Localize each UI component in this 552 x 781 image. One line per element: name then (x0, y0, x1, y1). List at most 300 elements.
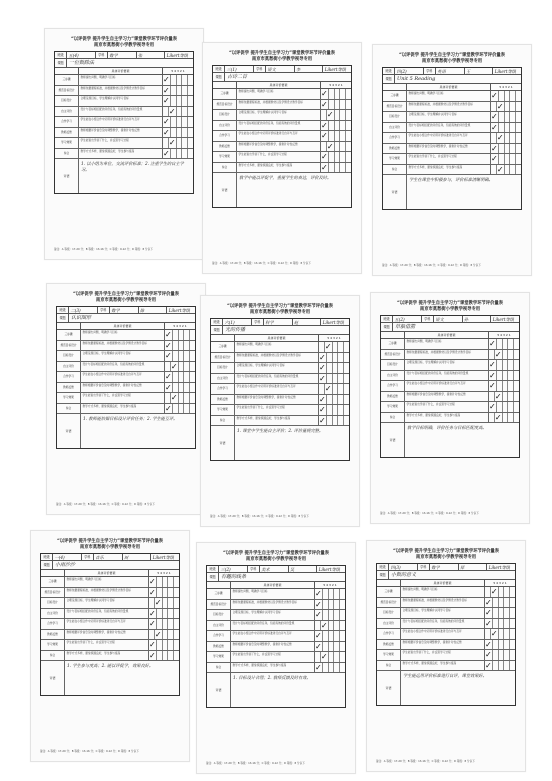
score-cell[interactable] (485, 650, 493, 660)
check-mark-icon: ✓ (319, 363, 326, 372)
score-cell[interactable] (491, 112, 499, 122)
score-cell[interactable] (485, 661, 493, 671)
score-cell[interactable] (340, 642, 345, 652)
score-cell[interactable] (149, 640, 157, 650)
criteria-text: 教师依据课程标准，并根据教材以及学情设计教学目标 (235, 353, 319, 363)
evaluation-table (206, 565, 346, 708)
score-cell[interactable] (489, 339, 497, 349)
class-value: 三(2) (219, 566, 248, 572)
criteria-text: 合理呈现目标，学生理解并认同学习目标 (237, 110, 321, 120)
score-cell[interactable] (319, 353, 327, 363)
check-mark-icon: ✓ (485, 597, 492, 607)
score-cell[interactable] (514, 350, 519, 360)
score-cell[interactable] (346, 89, 351, 99)
dimension-cell: 学习效果 (57, 393, 81, 403)
score-cell[interactable] (155, 630, 163, 640)
dimension-header (41, 570, 65, 576)
score-cell[interactable] (315, 642, 323, 652)
score-cells (491, 123, 521, 133)
check-mark-icon: ✓ (165, 403, 172, 413)
score-label: Likert等级 (152, 555, 174, 560)
score-cells (491, 144, 521, 154)
score-cell[interactable] (188, 128, 193, 138)
dimension-cell: 学习效果 (381, 402, 405, 412)
score-cell[interactable] (319, 395, 327, 405)
remark-row (57, 414, 195, 448)
score-cell[interactable] (491, 123, 499, 133)
score-cell[interactable] (516, 112, 521, 122)
score-cell[interactable] (171, 362, 179, 372)
score-cell[interactable] (346, 100, 351, 110)
score-cell[interactable] (149, 651, 157, 661)
score-cell[interactable] (485, 640, 493, 650)
dimension-cell: 自主评价 (383, 123, 407, 133)
score-cell[interactable] (190, 351, 195, 361)
score-cell[interactable] (149, 577, 157, 587)
sheet-subtitle: 南京市莫愁街小学教学视导专用 (79, 545, 141, 550)
score-cell[interactable] (163, 75, 171, 85)
score-cell[interactable] (346, 163, 351, 173)
score-cell[interactable] (340, 600, 345, 610)
score-cell[interactable] (340, 652, 345, 662)
check-mark-icon: ✓ (496, 101, 504, 111)
dimension-cell: 合作学习 (211, 384, 235, 394)
sheet-footer-note: 备注：A 等级：17-20 分；B 等级：13-16 分；C 等级：9-12 分；D 等级：8 分以下 (206, 762, 305, 765)
criteria-row (381, 371, 519, 382)
topic-value: 小雨沙沙 (55, 562, 76, 568)
score-cell[interactable] (344, 342, 349, 352)
score-cell[interactable] (510, 598, 515, 608)
score-cell[interactable] (344, 395, 349, 405)
score-cell[interactable] (190, 372, 195, 382)
score-cell[interactable] (340, 621, 345, 631)
topic-row (211, 326, 349, 335)
score-cell[interactable] (165, 351, 173, 361)
sheet-footer-note: 备注：A 等级：17-20 分；B 等级：13-16 分；C 等级：9-12 分；D 等级：8 分以下 (56, 503, 155, 506)
topic-value: Unit 5 Reading (397, 76, 436, 82)
score-cell[interactable] (491, 587, 499, 597)
score-cell[interactable] (510, 640, 515, 650)
score-cell[interactable] (165, 383, 173, 393)
score-cell[interactable] (174, 640, 179, 650)
score-cells (163, 96, 193, 106)
check-mark-icon: ✓ (168, 138, 176, 147)
score-cell[interactable] (495, 392, 503, 402)
check-mark-icon: ✓ (315, 599, 322, 609)
score-cell[interactable] (344, 374, 349, 384)
criteria-row (55, 128, 193, 139)
score-cell[interactable] (514, 402, 519, 412)
score-cell[interactable] (188, 107, 193, 117)
score-cell[interactable] (346, 152, 351, 162)
score-cells (165, 330, 195, 340)
sheet-subtitle: 南京市莫愁街小学教学视导专用 (249, 310, 311, 315)
dimension-cell: 规范目标设计 (377, 598, 401, 608)
score-cell[interactable] (155, 598, 163, 608)
score-cell[interactable] (495, 413, 503, 423)
criteria-row (211, 363, 349, 374)
score-cell[interactable] (325, 342, 333, 352)
check-mark-icon: ✓ (154, 629, 162, 639)
score-cell[interactable] (514, 371, 519, 381)
header-row (41, 554, 179, 561)
dimension-cell: 综合 (55, 149, 79, 159)
score-cells (491, 154, 521, 164)
score-cells (489, 413, 519, 423)
score-cell[interactable] (163, 149, 171, 159)
dimension-cell: 三步骤 (55, 75, 79, 85)
dimension-cell: 三步骤 (211, 342, 235, 352)
score-cell[interactable] (514, 360, 519, 370)
check-mark-icon: ✓ (149, 650, 156, 660)
remark-text: 1. 教师能依据目标设计评价任务；2. 学生能互评。 (83, 416, 178, 421)
score-scale-header: 5 4 3 2 1 (327, 336, 341, 340)
score-cell[interactable] (321, 131, 329, 141)
column-header-row (41, 570, 179, 577)
score-cell[interactable] (319, 374, 327, 384)
score-cell[interactable] (495, 350, 503, 360)
criteria-row (377, 587, 515, 598)
score-cell[interactable] (346, 142, 351, 152)
score-cell[interactable] (174, 588, 179, 598)
score-cell[interactable] (340, 663, 345, 673)
score-cell[interactable] (315, 589, 323, 599)
criteria-text: 设计与目标相匹配的评价任务，包括有效的评价量规 (407, 123, 491, 133)
criteria-row (211, 374, 349, 385)
check-mark-icon: ✓ (490, 629, 498, 638)
dimension-cell: 教师反馈 (383, 144, 407, 154)
topic-label: 课题 (55, 59, 67, 67)
check-mark-icon: ✓ (321, 120, 328, 130)
topic-row (377, 571, 515, 580)
score-cell[interactable] (321, 163, 329, 173)
score-cell[interactable] (510, 661, 515, 671)
score-cell[interactable] (514, 392, 519, 402)
score-cell[interactable] (340, 610, 345, 620)
score-cell[interactable] (344, 363, 349, 373)
score-scale-header: 5 4 3 2 1 (499, 85, 513, 89)
score-cell[interactable] (190, 362, 195, 372)
criteria-header: 具体评价要素 (81, 323, 165, 329)
score-cell[interactable] (171, 393, 179, 403)
criteria-header: 具体评价要素 (65, 570, 149, 576)
teacher-value: 李 (295, 66, 324, 72)
score-cell[interactable] (174, 619, 179, 629)
score-cell[interactable] (188, 75, 193, 85)
score-cell[interactable] (489, 402, 497, 412)
score-cell[interactable] (165, 404, 173, 414)
score-cell[interactable] (346, 121, 351, 131)
sheet-title: “以评促学 提升学生自主学习力”课堂教学环节评价量表 (71, 37, 177, 42)
remark-text: 1. 学生参与度高；2. 能以评促学，效果良好。 (67, 663, 154, 668)
column-header-row (213, 82, 351, 89)
dimension-cell: 学习效果 (41, 640, 65, 650)
score-cell[interactable] (344, 384, 349, 394)
score-cell[interactable] (188, 138, 193, 148)
score-cell[interactable] (489, 381, 497, 391)
criteria-row (207, 652, 345, 663)
score-cells (149, 619, 179, 629)
score-cell[interactable] (514, 339, 519, 349)
check-mark-icon: ✓ (163, 96, 170, 105)
criteria-text: 教师根据评价信息及时调整教学，提供针对性反馈 (231, 642, 315, 652)
evaluation-table (54, 51, 194, 194)
score-cell[interactable] (190, 404, 195, 414)
score-cell[interactable] (516, 165, 521, 175)
score-cell[interactable] (174, 609, 179, 619)
topic-value: 古诗二首 (227, 74, 248, 80)
dimension-cell: 教师反馈 (213, 142, 237, 152)
evaluation-sheet (46, 283, 206, 515)
score-cells (315, 663, 345, 673)
score-cell[interactable] (165, 372, 173, 382)
criteria-text: 学生能说出学到了什么，并反思学习过程 (235, 405, 319, 415)
criteria-row (207, 663, 345, 674)
score-cells (149, 640, 179, 650)
score-cell[interactable] (491, 154, 499, 164)
score-cells (321, 121, 351, 131)
topic-label: 课题 (41, 561, 53, 569)
evaluation-sheet (196, 542, 356, 774)
dimension-header (213, 82, 237, 88)
score-cell[interactable] (315, 600, 323, 610)
score-cell[interactable] (149, 619, 157, 629)
class-label: 班级 (207, 566, 219, 572)
score-cell[interactable] (315, 663, 323, 673)
criteria-text: 教师提出问题，明确学习目标 (81, 330, 165, 340)
score-cell[interactable] (149, 609, 157, 619)
criteria-row (377, 629, 515, 640)
score-cell[interactable] (321, 89, 329, 99)
score-cells (491, 133, 521, 143)
score-cell[interactable] (315, 631, 323, 641)
score-cell[interactable] (190, 330, 195, 340)
criteria-row (381, 402, 519, 413)
score-cell[interactable] (174, 651, 179, 661)
score-cell[interactable] (510, 608, 515, 618)
score-cell[interactable] (491, 144, 499, 154)
check-mark-icon: ✓ (319, 352, 326, 362)
teacher-value: 张 (137, 52, 166, 58)
score-cell[interactable] (169, 138, 177, 148)
score-cell[interactable] (489, 360, 497, 370)
score-cell[interactable] (327, 110, 335, 120)
score-cell[interactable] (163, 96, 171, 106)
score-cell[interactable] (344, 405, 349, 415)
subject-label: 学科 (248, 566, 260, 572)
dimension-cell: 自主评价 (381, 371, 405, 381)
topic-value: 小数的意义 (391, 572, 417, 578)
dimension-cell: 规范目标设计 (213, 100, 237, 110)
dimension-cell: 三步骤 (381, 339, 405, 349)
criteria-text: 学生能在小组合作中运用评价标准进行自评与互评 (401, 629, 485, 639)
criteria-text: 学生能在小组合作中运用评价标准进行自评与互评 (237, 131, 321, 141)
check-mark-icon: ✓ (320, 652, 328, 661)
score-cell[interactable] (174, 598, 179, 608)
check-mark-icon: ✓ (490, 587, 498, 596)
score-cell[interactable] (327, 142, 335, 152)
remark-text: 学生在课堂中积极参与，评价标准清晰明确。 (409, 177, 493, 182)
score-cell[interactable] (174, 577, 179, 587)
dimension-cell: 目标设计 (211, 363, 235, 373)
score-cell[interactable] (516, 123, 521, 133)
criteria-text: 教学方式多样，课堂氛围良好，学生参与度高 (405, 413, 489, 423)
criteria-text: 设计与目标相匹配的评价任务，包括有效的评价量规 (81, 362, 165, 372)
criteria-row (381, 360, 519, 371)
criteria-row (383, 154, 521, 165)
score-cells (319, 342, 349, 352)
score-cell[interactable] (516, 102, 521, 112)
score-cell[interactable] (319, 416, 327, 426)
criteria-row (211, 416, 349, 427)
score-cell[interactable] (489, 371, 497, 381)
score-cell[interactable] (510, 587, 515, 597)
score-cell[interactable] (497, 133, 505, 143)
dimension-cell: 自主评价 (377, 619, 401, 629)
score-cell[interactable] (319, 405, 327, 415)
dimension-cell: 综合 (213, 163, 237, 173)
score-cells (163, 149, 193, 159)
score-cell[interactable] (319, 363, 327, 373)
criteria-text: 教师根据评价信息及时调整教学，提供针对性反馈 (407, 144, 491, 154)
dimension-cell: 规范目标设计 (207, 600, 231, 610)
score-cell[interactable] (516, 133, 521, 143)
criteria-text: 教师根据评价信息及时调整教学，提供针对性反馈 (79, 128, 163, 138)
score-cell[interactable] (497, 102, 505, 112)
criteria-row (55, 138, 193, 149)
check-mark-icon: ✓ (321, 99, 328, 109)
criteria-row (55, 86, 193, 97)
score-cell[interactable] (188, 96, 193, 106)
score-cell[interactable] (315, 610, 323, 620)
dimension-cell: 目标设计 (57, 351, 81, 361)
score-cells (163, 75, 193, 85)
score-cell[interactable] (516, 91, 521, 101)
score-cells (149, 609, 179, 619)
score-cell[interactable] (321, 121, 329, 131)
score-cell[interactable] (163, 86, 171, 96)
topic-row (207, 573, 345, 582)
score-scale-header: 5 4 3 2 1 (497, 333, 511, 337)
dimension-cell: 合作学习 (213, 131, 237, 141)
check-mark-icon: ✓ (319, 415, 326, 425)
check-mark-icon: ✓ (491, 91, 498, 100)
remark-label: 评语 (381, 423, 405, 457)
score-cells (165, 372, 195, 382)
score-cell[interactable] (344, 353, 349, 363)
score-cell[interactable] (169, 107, 177, 117)
score-cell[interactable] (321, 152, 329, 162)
score-cell[interactable] (485, 619, 493, 629)
score-cells (315, 610, 345, 620)
score-cell[interactable] (188, 117, 193, 127)
score-cell[interactable] (188, 86, 193, 96)
score-cell[interactable] (340, 589, 345, 599)
score-cell[interactable] (510, 650, 515, 660)
score-label: Likert等级 (492, 317, 514, 322)
check-mark-icon: ✓ (315, 589, 322, 598)
score-cell[interactable] (497, 165, 505, 175)
check-mark-icon: ✓ (321, 131, 328, 140)
score-cell[interactable] (491, 91, 499, 101)
score-cell[interactable] (485, 608, 493, 618)
score-cell[interactable] (165, 341, 173, 351)
dimension-cell: 三步骤 (207, 589, 231, 599)
subject-value: 科学 (264, 319, 293, 325)
check-mark-icon: ✓ (165, 330, 172, 339)
score-cell[interactable] (485, 598, 493, 608)
teacher-value: 周 (123, 554, 152, 560)
score-cells (163, 117, 193, 127)
criteria-text: 教师依据课程标准，并根据教材以及学情设计教学目标 (79, 86, 163, 96)
score-cell[interactable] (163, 117, 171, 127)
score-cell[interactable] (510, 619, 515, 629)
score-cell[interactable] (346, 110, 351, 120)
remark-row (377, 671, 515, 705)
score-cell[interactable] (514, 381, 519, 391)
evaluation-table (376, 563, 516, 706)
criteria-row (57, 404, 195, 415)
criteria-text: 教师提出问题，明确学习目标 (65, 577, 149, 587)
score-cell[interactable] (340, 631, 345, 641)
score-cell[interactable] (516, 144, 521, 154)
score-cell[interactable] (516, 154, 521, 164)
criteria-text: 合理呈现目标，学生理解并认同学习目标 (81, 351, 165, 361)
check-mark-icon: ✓ (315, 610, 322, 619)
score-cell[interactable] (190, 383, 195, 393)
score-cell[interactable] (321, 621, 329, 631)
score-cell[interactable] (325, 384, 333, 394)
score-cell[interactable] (321, 100, 329, 110)
score-cell[interactable] (344, 416, 349, 426)
score-cells (489, 339, 519, 349)
class-value: 二(3) (69, 307, 98, 313)
score-cell[interactable] (346, 131, 351, 141)
check-mark-icon: ✓ (321, 152, 328, 161)
score-scale-header: 5 4 3 2 1 (493, 581, 507, 585)
score-cell[interactable] (163, 128, 171, 138)
score-cell[interactable] (190, 393, 195, 403)
score-cells (315, 600, 345, 610)
score-cell[interactable] (510, 629, 515, 639)
criteria-text: 教师提出问题，明确学习目标 (407, 91, 491, 101)
check-mark-icon: ✓ (163, 148, 170, 158)
dimension-cell: 自主评价 (55, 107, 79, 117)
topic-value: 光的传播 (225, 327, 246, 333)
dimension-cell: 教师反馈 (55, 128, 79, 138)
criteria-text: 教师根据评价信息及时调整教学，提供针对性反馈 (401, 640, 485, 650)
score-cells (321, 152, 351, 162)
check-mark-icon: ✓ (485, 639, 492, 649)
subject-value: 数学 (108, 52, 137, 58)
score-cell[interactable] (165, 330, 173, 340)
header-row (213, 66, 351, 73)
score-cell[interactable] (190, 341, 195, 351)
score-cell[interactable] (149, 588, 157, 598)
score-cell[interactable] (188, 149, 193, 159)
score-cell[interactable] (321, 652, 329, 662)
remark-text: 1. 课堂中学生能自主评价；2. 评价量规完整。 (237, 428, 324, 433)
criteria-row (383, 133, 521, 144)
check-mark-icon: ✓ (321, 89, 328, 98)
score-cells (489, 350, 519, 360)
score-cell[interactable] (491, 629, 499, 639)
criteria-row (383, 102, 521, 113)
topic-value: 一位数除法 (69, 60, 95, 66)
criteria-row (207, 631, 345, 642)
score-cell[interactable] (174, 630, 179, 640)
score-cell[interactable] (514, 413, 519, 423)
